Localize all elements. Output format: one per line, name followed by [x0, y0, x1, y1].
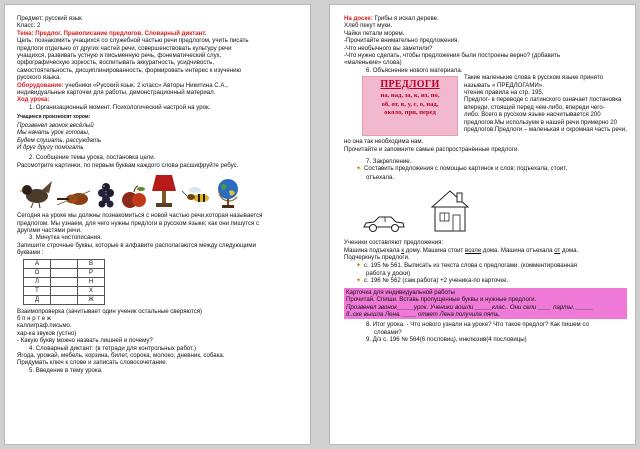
intro-text: предлогом. Мы узнаем, для чего нужны предлоги в русском языке; как они пишутся с [17, 219, 260, 227]
step-8: 8. Итог урока. - Что нового узнали на уроке? Что такое предлог? Как пишем со [366, 321, 589, 329]
bullet-icon: ✦ [356, 278, 362, 285]
board-line: -Что необычного вы заметили? [344, 44, 433, 52]
grade-line: Класс: 2 [17, 22, 41, 30]
letter-cell [51, 286, 78, 295]
step-6: 6. Объяснение нового материала. [366, 66, 463, 74]
violin-icon [57, 187, 91, 209]
goal-line: русского языка. [17, 74, 62, 82]
explanation-line: либо. Всего в русском языке насчитывается 200 [464, 111, 601, 119]
step-7: 7. Закрепление. [366, 158, 412, 166]
poem-line: Мы начать урок готовы, [17, 129, 90, 137]
letter-cell [51, 268, 78, 277]
step-1: 1. Организационный момент. Психологический настрой на урок. [29, 103, 211, 111]
step-4: 4. Словарный диктант: (в тетради для контрольных работ.) [29, 344, 197, 352]
explanation-line: называть « ПРЕДЛОГАМИ». [464, 81, 544, 89]
apple-icon [121, 185, 147, 209]
letter-cell: Л [24, 277, 51, 286]
goal-line: предлоги отдельно от других частей речи, совершенствовать культуру речи [17, 44, 232, 52]
letter-cell [51, 277, 78, 286]
topic-label: Тема: [17, 29, 34, 37]
check-line: Взаимопроверка (зачитывает один ученик остальные сверяются) [17, 307, 203, 315]
card-task: Прочитай. Спиши. Вставь пропущенные буквы и нужные предлоги. [346, 296, 537, 304]
card-text: Прозвенел звонок_____урок. Ученики вошли _____клас.. Они сели ____ парты. _____ [346, 303, 594, 311]
explanation-line: Прочитайте и запомните самые распространённые предлоги. [344, 145, 520, 153]
explanation-line: Предлог- в переводе с латинского означает постановка [464, 96, 622, 104]
step-9: 9. Д/з с. 196 № 564(6 пословиц), инклюзив(4 пословицы) [366, 336, 527, 344]
left-page [4, 4, 311, 445]
equipment-line: индивидуальные карточки для работы, демонстрационный материал. [17, 89, 216, 97]
poem-line: И друг другу помогать [17, 143, 84, 151]
check-line: - Какую букву можно назвать лишней и почему? [17, 337, 153, 345]
house-icon [428, 187, 472, 233]
course-heading: Ход урока: [17, 96, 50, 104]
board-line [344, 15, 627, 22]
dictation-task: Придумать ключ к слове и записать словосочетание. [17, 359, 168, 367]
wasp-icon [181, 183, 211, 209]
explanation-line: предлогов.Мы используем в нашей речи примерно 20 [464, 118, 617, 126]
step-3: 3. Минутка чистописания. [29, 234, 102, 242]
step-5: 5. Введение в тему урока. [29, 366, 103, 374]
letter-cell [51, 295, 78, 304]
intro-text: другими частями речи. [17, 226, 82, 234]
exercise-line: ✦ с. 196 № 562 (сам.работа) +2 ученика-по карточке. [356, 277, 509, 285]
check-line: б п н р т е ж [17, 314, 51, 322]
board-line: -Прочитайте внимательно предложения. [344, 37, 460, 45]
poem-line: Будем слушать, рассуждать [17, 136, 102, 144]
students-line: Подчеркнуть предлоги. [344, 254, 410, 262]
step-7-task: отъехала. [366, 173, 395, 181]
board-text: Грибы я искал дереве. [372, 15, 439, 22]
explanation-line: чтение правила на стр. 195. [464, 89, 544, 97]
goal-line: самостоятельность, дисциплинированность; формировать интерес к изучению [17, 66, 242, 74]
blackberry-icon [95, 179, 117, 209]
letter-cell: Т [24, 286, 51, 295]
car-icon [362, 215, 406, 233]
dictation-words: Ягода, урожай, мебель, корзина, билет, сорока, молоко, дневник, собака. [17, 352, 225, 359]
step-2: 2. Сообщение темы урока, постановка цели. [29, 154, 156, 162]
topic-line [17, 30, 300, 37]
prepositions-words: об, от, в, у, с, о, над, [381, 100, 439, 108]
poem-line: Прозвенел звонок весёлый [17, 121, 94, 129]
letter-cell [51, 259, 78, 268]
explanation-line: Такие маленькие слова в русском языке принято [464, 74, 604, 82]
step-3-task: буквами : [17, 249, 44, 257]
students-line: Ученики составляют предложения: [344, 239, 444, 247]
letter-table-row [24, 286, 105, 295]
right-page [329, 4, 636, 445]
letter-cell: Р [78, 268, 105, 277]
goal-line: орфографическую зоркость, воспитывать аккуратность, усидчивость, [17, 59, 215, 67]
board-line: Чайки летали морем. [344, 29, 405, 37]
students-sentences: Машина подъехала к дому. Машина стоит возле дома. Машина отъехала от дома. [344, 246, 579, 254]
letter-cell: А [24, 259, 51, 268]
subject-line: Предмет: русский язык [17, 15, 82, 22]
globe-icon [215, 177, 241, 209]
poem-intro: Учащиеся произносят хором: [17, 114, 91, 121]
topic-text: Предлог. Правописание предлогов. Словарный диктант. [35, 29, 207, 37]
equipment-label: Оборудование: [17, 81, 64, 89]
step-2-task: Рассмотрите картинки, по первым буквам каждого слова расшифруйте ребус. [17, 161, 239, 169]
explanation-line: но она так необходима нам. [344, 138, 424, 146]
equipment-line [17, 82, 300, 89]
check-line: каллиграф.письмо. [17, 322, 72, 330]
step-7-task: ✦ Составить предложения с помощью картинок и слов: подъехала, стоит, [356, 165, 568, 173]
step-3-task: Запишите строчные буквы, которые в алфавите располагаются между следующими [17, 241, 257, 249]
card-title: Карточка для индивидуальной работы [346, 288, 455, 296]
board-label: На доске: [344, 15, 373, 22]
prepositions-words: около, при, перед [384, 109, 436, 117]
prepositions-words: на, над, за, к, из, по, [380, 92, 440, 100]
lamp-icon [151, 173, 177, 209]
step-8: словами? [374, 328, 402, 336]
bullet-icon: ✦ [356, 166, 362, 173]
letter-cell: О [24, 268, 51, 277]
goal-line: учащихся, развивать устную и письменную речь, фонематический слух, [17, 52, 222, 60]
letter-cell: Х [78, 286, 105, 295]
letter-table-row [24, 268, 105, 277]
equipment-text: учебники «Русский язык. 2 класс» Авторы Никитина С.А., [63, 81, 228, 89]
goal-line: Цель: познакомить учащихся со служебной частью речи предлогом, учить писать [17, 37, 249, 45]
letter-table [23, 259, 105, 305]
letter-cell: Ж [78, 295, 105, 304]
bullet-icon: ✦ [356, 262, 362, 269]
letter-table-row [24, 295, 105, 304]
board-line: -Что нужно сделать, чтобы предложения были построены верно? (добавить [344, 52, 561, 60]
letter-cell: Д [24, 295, 51, 304]
letter-cell: Н [78, 277, 105, 286]
explanation-line: предлогов.Предлоги – маленькая и скромная часть речи, [464, 126, 627, 134]
exercise-line: ✦ с. 195 № 561. Выписать из текста слова с предлогами. (комментированная [356, 261, 578, 269]
rebus-pictures [19, 173, 300, 209]
car-house-drawing [362, 185, 627, 233]
bird-icon [19, 179, 53, 209]
individual-card [344, 288, 627, 320]
explanation-line: впереди, стоящий перед чем-либо, впереди чего- [464, 103, 605, 111]
letter-table-row [24, 259, 105, 268]
exercise-line: работа у доски) [366, 269, 411, 277]
letter-table-row [24, 277, 105, 286]
board-line: «маленькие» слова) [344, 59, 402, 67]
prepositions-box [362, 76, 458, 136]
board-line: Хлеб пекут муки. [344, 22, 393, 30]
letter-cell: В [78, 259, 105, 268]
prepositions-title: ПРЕДЛОГИ [380, 79, 440, 91]
check-line: хар-ка звуков (устно) [17, 329, 77, 337]
card-text: д..ске вышла Лена. ____ ответ Лена получила пять. [346, 310, 501, 318]
intro-text: Сегодня на уроке мы должны познакомиться с новой частью речи,которая называется [17, 212, 263, 220]
